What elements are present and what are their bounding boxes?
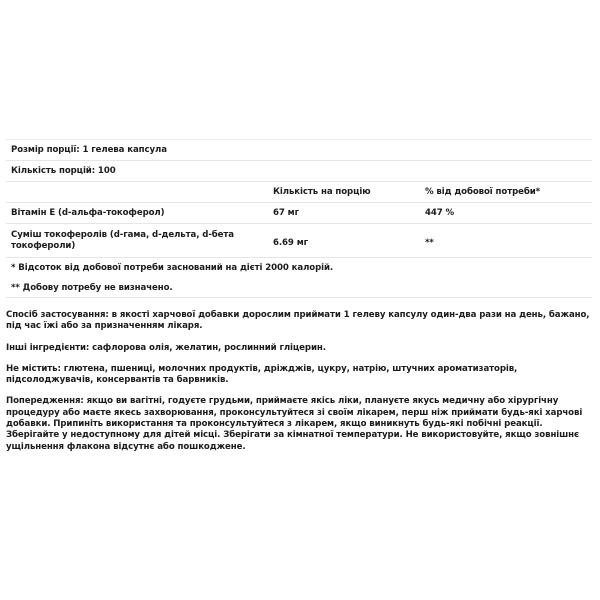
footnote-row [6, 258, 592, 279]
table-row [6, 203, 592, 224]
header-amount: Кількість на порцію [273, 187, 371, 197]
header-daily-value: % від добової потреби* [425, 187, 541, 197]
table-header-row [6, 182, 592, 203]
warning-paragraph: Попередження: якщо ви вагітні, годуєте грудьми, приймаєте якісь ліки, плануєте якусь медичну або хірургічну процедуру або маєте якесь захворювання, проконсультуйтеся зі своїм лікарем, перш ніж приймати будь-які харчові добавки. Припиніть використання та проконсультуйтеся з лікарем, якщо виникнуть будь-які побічні реакції. Зберігайте у недоступному для дітей місці. Зберігати за кімнатної температури. Не використовуйте, якщо зовнішнє ущільнення флакона відсутнє або пошкоджене. [6, 396, 583, 452]
nutrient-amount: 6.69 мг [273, 238, 309, 248]
servings-per-container: Кількість порцій: 100 [11, 166, 116, 176]
nutrient-amount: 67 мг [273, 208, 299, 218]
supplement-facts-table [6, 139, 592, 298]
servings-row [6, 161, 592, 182]
serving-size: Розмір порції: 1 гелева капсула [11, 145, 167, 155]
nutrient-name: Суміш токоферолів (d-гама, d-дельта, d-бета токофероли) [11, 230, 234, 251]
usage-paragraph: Спосіб застосування: в якості харчової добавки дорослим приймати 1 гелеву капсулу один-два рази на день, бажано, під час їжі або за призначенням лікаря. [6, 310, 590, 332]
footnote-not-established: ** Добову потребу не визначено. [11, 283, 173, 293]
nutrient-daily-value: ** [425, 238, 434, 248]
serving-size-row [6, 140, 592, 161]
footnote-daily-value: * Відсоток від добової потреби заснований на дієті 2000 калорій. [11, 263, 334, 273]
nutrient-daily-value: 447 % [425, 208, 455, 218]
free-of-paragraph: Не містить: глютена, пшениці, молочних продуктів, дріжджів, цукру, натрію, штучних ароматизаторів, підсолоджувачів, консервантів та барвників. [6, 363, 518, 386]
product-info [6, 310, 594, 463]
other-ingredients-paragraph: Інші інгредієнти: сафлорова олія, желатин, рослинний гліцерин. [6, 342, 326, 353]
footnote-row [6, 279, 592, 298]
table-row [6, 224, 592, 258]
nutrient-name: Вітамін Е (d-альфа-токоферол) [11, 208, 165, 218]
